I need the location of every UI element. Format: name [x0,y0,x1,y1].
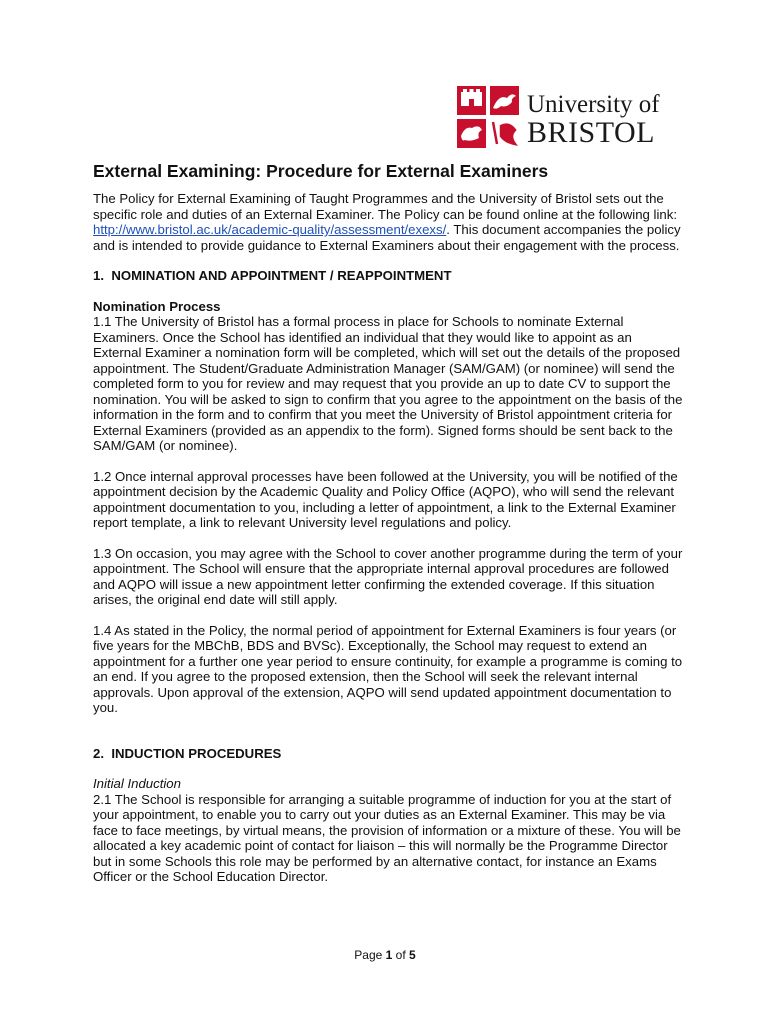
bristol-crest-icon [457,86,519,148]
footer-of-word: of [395,948,406,962]
logo-text-university-of: University of [527,91,660,118]
logo-text-bristol: BRISTOL [527,116,655,149]
section-2-heading: 2. INDUCTION PROCEDURES [93,745,282,761]
paragraph-1-4: 1.4 As stated in the Policy, the normal period of appointment for External Examiners is four years (or five years for the MBChB, BDS and BVSc). Exceptionally, the School may request to extend an appointment for a further one year period to ensure continuity, for example a programme is coming to an end. If you agree to the proposed extension, then the School will seek the relevant internal approvals. Upon approval of the extension, AQPO will send updated appointment documentation to you. [93,622,683,715]
footer-page-word: Page [354,948,383,962]
section-1-heading: 1. NOMINATION AND APPOINTMENT / REAPPOINTMENT [93,268,452,283]
footer-page-total: 5 [409,948,416,962]
footer-page-current: 1 [385,948,393,962]
nomination-process-subheading: Nomination Process [93,298,221,314]
intro-text-end: . This document accompanies the policy and is intended to provide guidance to External Examiners about their engagement with the process. [93,222,681,253]
initial-induction-subheading: Initial Induction [93,776,181,791]
document-title: External Examining: Procedure for External Examiners [93,161,549,181]
page-footer [0,948,770,962]
paragraph-1-3: 1.3 On occasion, you may agree with the School to cover another programme during the term of your appointment. The School will ensure that the appropriate internal approval procedures are followed and AQPO will issue a new appointment letter confirming the extended coverage. If this situation arises, the original end date will still apply. [93,545,683,607]
document-body [93,161,683,885]
paragraph-1-1: 1.1 The University of Bristol has a formal process in place for Schools to nominate External Examiners. Once the School has identified an individual that they would like to appoint as an External Examiner a nomination form will be completed, which will set out the details of the proposed appointment. The Student/Graduate Administration Manager (SAM/GAM) (or nominee) will send the completed form to you for review and may request that you provide an up to date CV to support the nomination. You will be asked to sign to confirm that you agree to the appointment on the basis of the information in the form and to confirm that you meet the University of Bristol appointment criteria for External Examiners (provided as an appendix to the form). Signed forms should be sent back to the SAM/GAM (or nominee). [93,314,683,453]
university-logo [457,86,679,150]
paragraph-1-2: 1.2 Once internal approval processes have been followed at the University, you will be notified of the appointment decision by the Academic Quality and Policy Office (AQPO), who will send the relevant appointment documentation to you, including a letter of appointment, a link to the External Examiner report template, a link to relevant University level regulations and policy. [93,468,678,530]
paragraph-2-1: 2.1 The School is responsible for arranging a suitable programme of induction for you at the start of your appointment, to enable you to carry out your duties as an External Examiner. This may be via face to face meetings, by virtual means, the provision of information or a mixture of these. You will be allocated a key academic point of contact for liaison – this will normally be the Programme Director but in some Schools this role may be performed by an alternative contact, for instance an Exams Officer or the School Education Director. [93,791,681,884]
policy-link[interactable]: http://www.bristol.ac.uk/academic-quality/assessment/exexs/ [93,222,447,237]
intro-text-start: The Policy for External Examining of Taught Programmes and the University of Bristol sets out the specific role and duties of an External Examiner. The Policy can be found online at the following link: [93,191,678,222]
intro-paragraph [93,191,683,253]
